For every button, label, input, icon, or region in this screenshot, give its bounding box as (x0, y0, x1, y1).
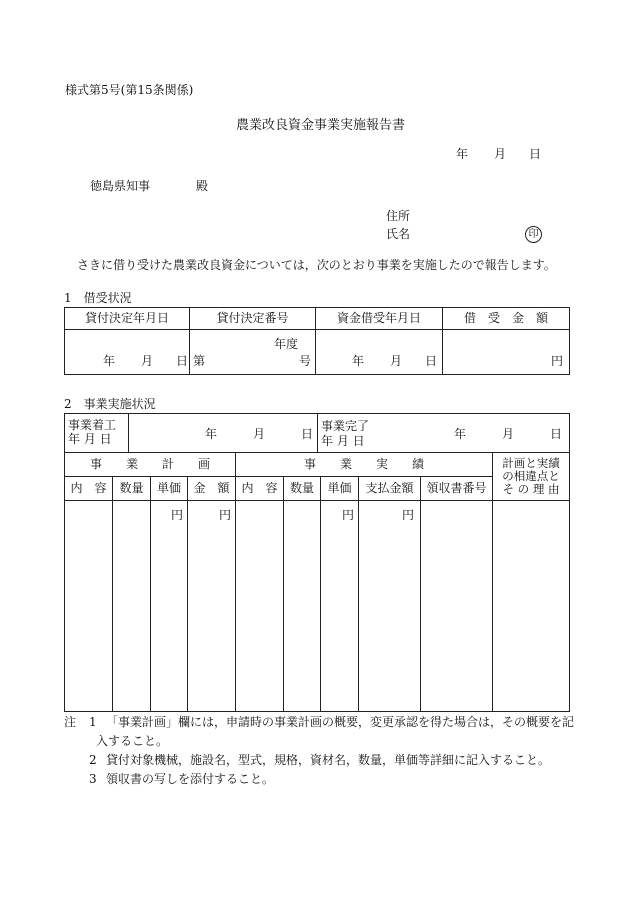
header-decision-date: 貸付決定年月日 (65, 308, 190, 330)
plan-col-unit-price: 単価 (151, 477, 188, 501)
result-col-content: 内 容 (236, 477, 284, 501)
difference-header-line1: 計画と実績 (502, 455, 560, 470)
section1-heading: 1 借受状況 (64, 291, 132, 305)
plan-quantity-cell (113, 501, 151, 712)
number-suffix: 号 (299, 354, 312, 368)
form-number: 様式第5号(第15条関係) (65, 83, 194, 97)
yen-unit: 円 (219, 508, 232, 522)
borrow-date-cell (316, 330, 443, 375)
note-1-number: 1 (89, 715, 97, 729)
section2-heading: 2 事業実施状況 (64, 397, 156, 411)
note-2-text: 貸付対象機械，施設名，型式，規格，資材名，数量，単価等詳細に記入すること。 (106, 753, 551, 767)
loan-status-table (64, 307, 570, 375)
header-loan-amount: 借 受 金 額 (443, 308, 570, 330)
difference-header-line2: の相違点と (502, 468, 560, 483)
note-1-text: 「事業計画」欄には，申請時の事業計画の概要，変更承認を得た場合は，その概要を記 (106, 715, 575, 729)
plan-col-content: 内 容 (65, 477, 113, 501)
yen-unit: 円 (170, 508, 183, 522)
note-3-text: 領収書の写しを添付すること。 (106, 772, 275, 786)
yen-unit: 円 (402, 508, 415, 522)
month-unit: 月 (502, 427, 515, 441)
result-quantity-cell (284, 501, 321, 712)
note-2-number: 2 (89, 753, 97, 767)
start-date-label (65, 414, 129, 453)
result-unit-price-cell (321, 501, 359, 712)
note-3-number: 3 (89, 772, 97, 786)
intro-text: さきに借り受けた農業改良資金については，次のとおり事業を実施したので報告します。 (77, 258, 556, 272)
year-unit: 年 (352, 354, 365, 368)
result-header: 事 業 実 績 (236, 453, 493, 477)
date-day-unit: 日 (529, 147, 542, 161)
plan-content-cell (65, 501, 113, 712)
start-label-line1: 事業着工 (68, 418, 117, 433)
result-paid-amount-cell (359, 501, 421, 712)
document-title: 農業改良資金事業実施報告書 (236, 118, 406, 133)
year-unit: 年 (454, 427, 467, 441)
loan-amount-cell (443, 330, 570, 375)
number-prefix: 第 (193, 354, 206, 368)
year-unit: 年 (103, 354, 116, 368)
notes-label: 注 (64, 715, 77, 729)
note-1-text-cont: 入すること。 (96, 734, 169, 748)
result-content-cell (236, 501, 284, 712)
start-date-value (129, 414, 318, 453)
day-unit: 日 (550, 427, 563, 441)
date-month-unit: 月 (494, 147, 507, 161)
plan-col-quantity: 数量 (113, 477, 151, 501)
result-col-receipt-number: 領収書番号 (421, 477, 493, 501)
month-unit: 月 (390, 354, 403, 368)
project-dates-table (64, 413, 570, 453)
plan-unit-price-cell (151, 501, 188, 712)
difference-header-line3: そ の 理 由 (502, 482, 560, 497)
addressee-honorific: 殿 (196, 179, 209, 193)
month-unit: 月 (141, 354, 154, 368)
end-label-line2: 年 月 日 (321, 434, 365, 448)
day-unit: 日 (301, 427, 314, 441)
result-col-paid-amount: 支払金額 (359, 477, 421, 501)
difference-header (493, 453, 570, 501)
start-label-line2: 年 月 日 (68, 432, 112, 446)
end-label-line1: 事業完了 (321, 419, 370, 433)
receipt-number-cell (421, 501, 493, 712)
header-borrow-date: 資金借受年月日 (316, 308, 443, 330)
seal-mark: 印 (525, 226, 542, 243)
fiscal-year-unit: 年度 (274, 337, 299, 351)
end-date-cell (318, 414, 570, 453)
result-col-unit-price: 単価 (321, 477, 359, 501)
addressee-name: 徳島県知事 (90, 179, 151, 193)
yen-unit: 円 (342, 508, 355, 522)
result-col-quantity: 数量 (284, 477, 321, 501)
decision-date-cell (65, 330, 190, 375)
yen-unit: 円 (551, 354, 564, 368)
address-label: 住所 (386, 209, 411, 223)
project-details-table (64, 452, 570, 712)
plan-col-amount: 金 額 (188, 477, 236, 501)
year-unit: 年 (205, 427, 218, 441)
day-unit: 日 (425, 354, 438, 368)
decision-number-cell (190, 330, 316, 375)
plan-header: 事 業 計 画 (65, 453, 236, 477)
date-year-unit: 年 (456, 147, 469, 161)
header-decision-number: 貸付決定番号 (190, 308, 316, 330)
name-label: 氏名 (386, 227, 411, 241)
difference-reason-cell (493, 501, 570, 712)
month-unit: 月 (253, 427, 266, 441)
plan-amount-cell (188, 501, 236, 712)
day-unit: 日 (176, 354, 189, 368)
